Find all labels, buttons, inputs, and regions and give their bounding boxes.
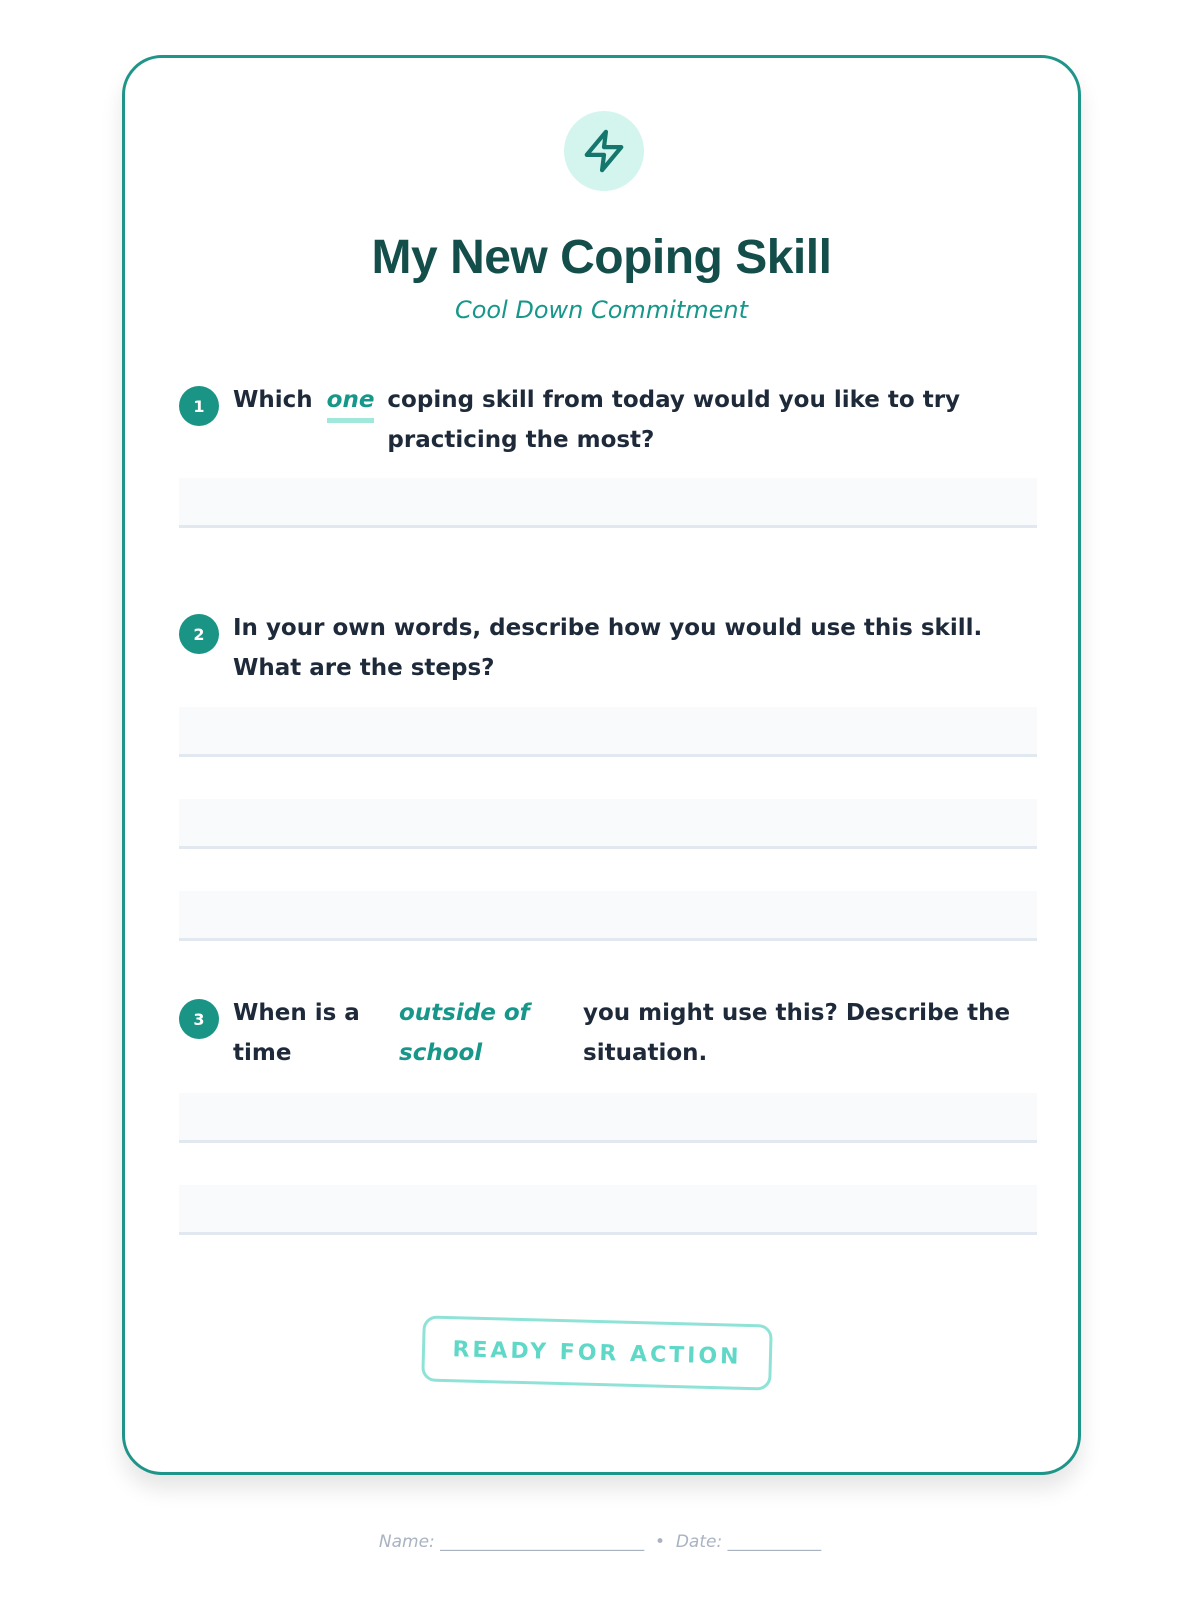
lightning-bolt-icon	[564, 111, 644, 191]
answer-line[interactable]	[179, 478, 1037, 528]
question-text	[233, 608, 1024, 688]
question-number: 1	[179, 386, 219, 426]
highlight-wrapper	[327, 380, 375, 460]
question-text-after: coping skill from today would you like to try practicing the most?	[387, 387, 961, 453]
question-number: 2	[179, 614, 219, 654]
question-highlight: one	[327, 386, 375, 423]
page-subtitle: Cool Down Commitment	[454, 296, 749, 324]
answer-line[interactable]	[179, 799, 1037, 849]
answer-line[interactable]	[179, 1185, 1037, 1235]
answer-line[interactable]	[179, 1093, 1037, 1143]
answer-line[interactable]	[179, 707, 1037, 757]
question-text-before: Which	[233, 387, 313, 413]
question-highlight: outside of school	[399, 1000, 530, 1066]
answer-line[interactable]	[179, 891, 1037, 941]
question-text	[233, 380, 1024, 460]
question-text-before: When is a time	[233, 1000, 360, 1066]
question-number: 3	[179, 999, 219, 1039]
page-title: My New Coping Skill	[371, 231, 832, 284]
ready-for-action-stamp: READY FOR ACTION	[421, 1315, 773, 1390]
question-text-full: In your own words, describe how you would use this skill. What are the steps?	[233, 615, 983, 681]
worksheet-card	[122, 55, 1081, 1475]
name-date-footer: Name: ________________________ • Date: ___________	[378, 1532, 822, 1552]
question-text-after: you might use this? Describe the situation.	[583, 1000, 1011, 1066]
question-text	[233, 993, 1024, 1073]
